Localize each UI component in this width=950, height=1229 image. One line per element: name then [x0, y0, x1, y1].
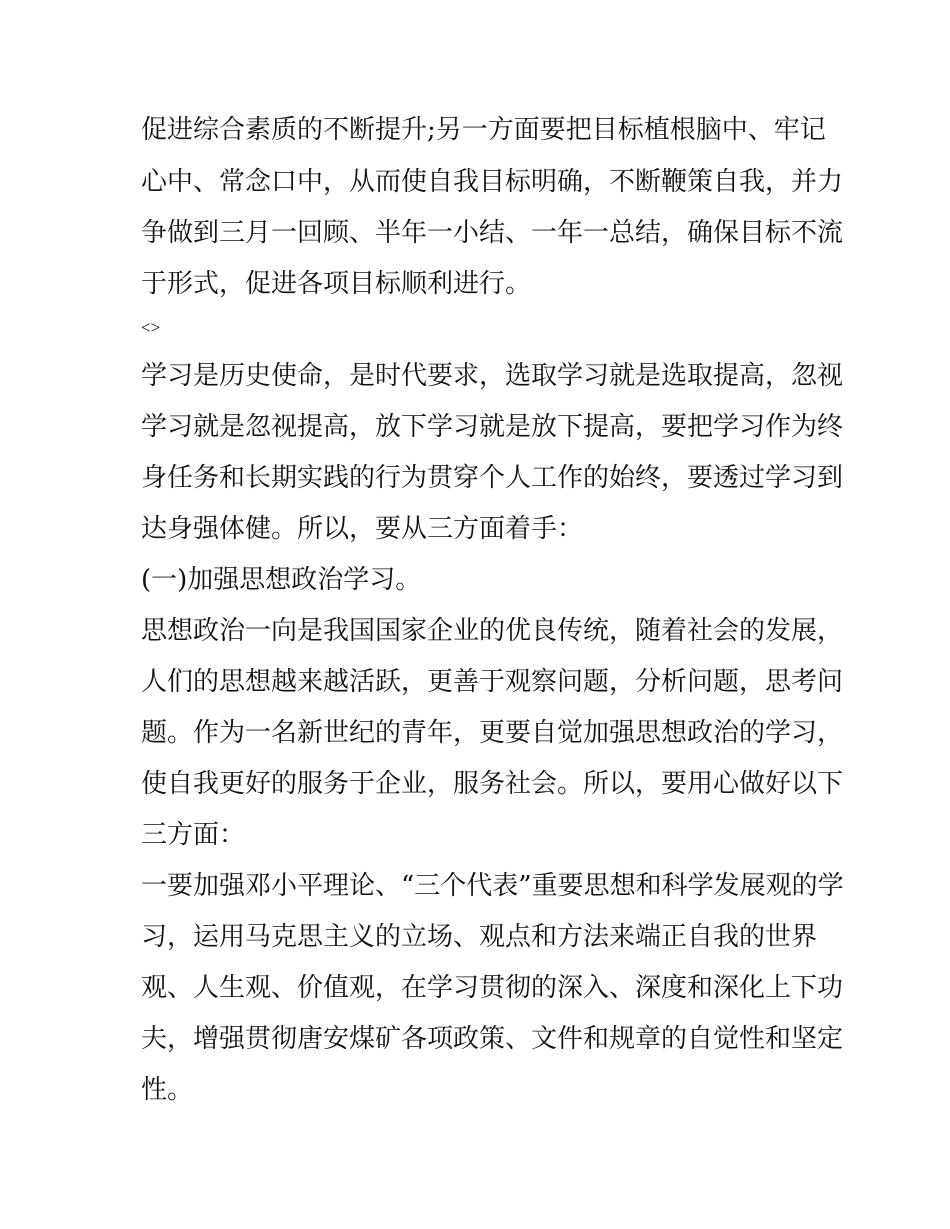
- text-line: 一要加强邓小平理论、“三个代表”重要思想和科学发展观的学: [141, 871, 844, 901]
- text-line: 促进综合素质的不断提升;另一方面要把目标植根脑中、牢记: [141, 115, 826, 145]
- text-line: 使自我更好的服务于企业，服务社会。所以，要用心做好以下: [141, 769, 844, 799]
- text-line: 心中、常念口中，从而使自我目标明确，不断鞭策自我，并力: [141, 167, 844, 197]
- text-line: 习，运用马克思主义的立场、观点和方法来端正自我的世界: [141, 922, 818, 952]
- text-line: 观、人生观、价值观，在学习贯彻的深入、深度和深化上下功: [141, 973, 844, 1003]
- text-line: 身任务和长期实践的行为贯穿个人工作的始终，要透过学习到: [141, 463, 844, 493]
- text-line: 争做到三月一回顾、半年一小结、一年一总结，确保目标不流: [141, 218, 844, 248]
- text-line: 思想政治一向是我国国家企业的优良传统，随着社会的发展，: [141, 616, 844, 646]
- text-line: 达身强体健。所以，要从三方面着手：: [141, 514, 584, 544]
- text-line: 性。: [141, 1075, 194, 1105]
- section-heading: (一)加强思想政治学习。: [141, 565, 422, 595]
- text-line: 人们的思想越来越活跃，更善于观察问题，分析问题，思考问: [141, 667, 844, 697]
- text-line: 三方面：: [141, 820, 246, 850]
- text-line: 题。作为一名新世纪的青年，更要自觉加强思想政治的学习，: [141, 718, 844, 748]
- text-line: 学习就是忽视提高，放下学习就是放下提高，要把学习作为终: [141, 412, 844, 442]
- text-line: 夫，增强贯彻唐安煤矿各项政策、文件和规章的自觉性和坚定: [141, 1024, 844, 1054]
- placeholder-marker: <>: [141, 318, 161, 337]
- text-line: 学习是历史使命，是时代要求，选取学习就是选取提高，忽视: [141, 361, 844, 391]
- text-line: 于形式，促进各项目标顺利进行。: [141, 269, 532, 299]
